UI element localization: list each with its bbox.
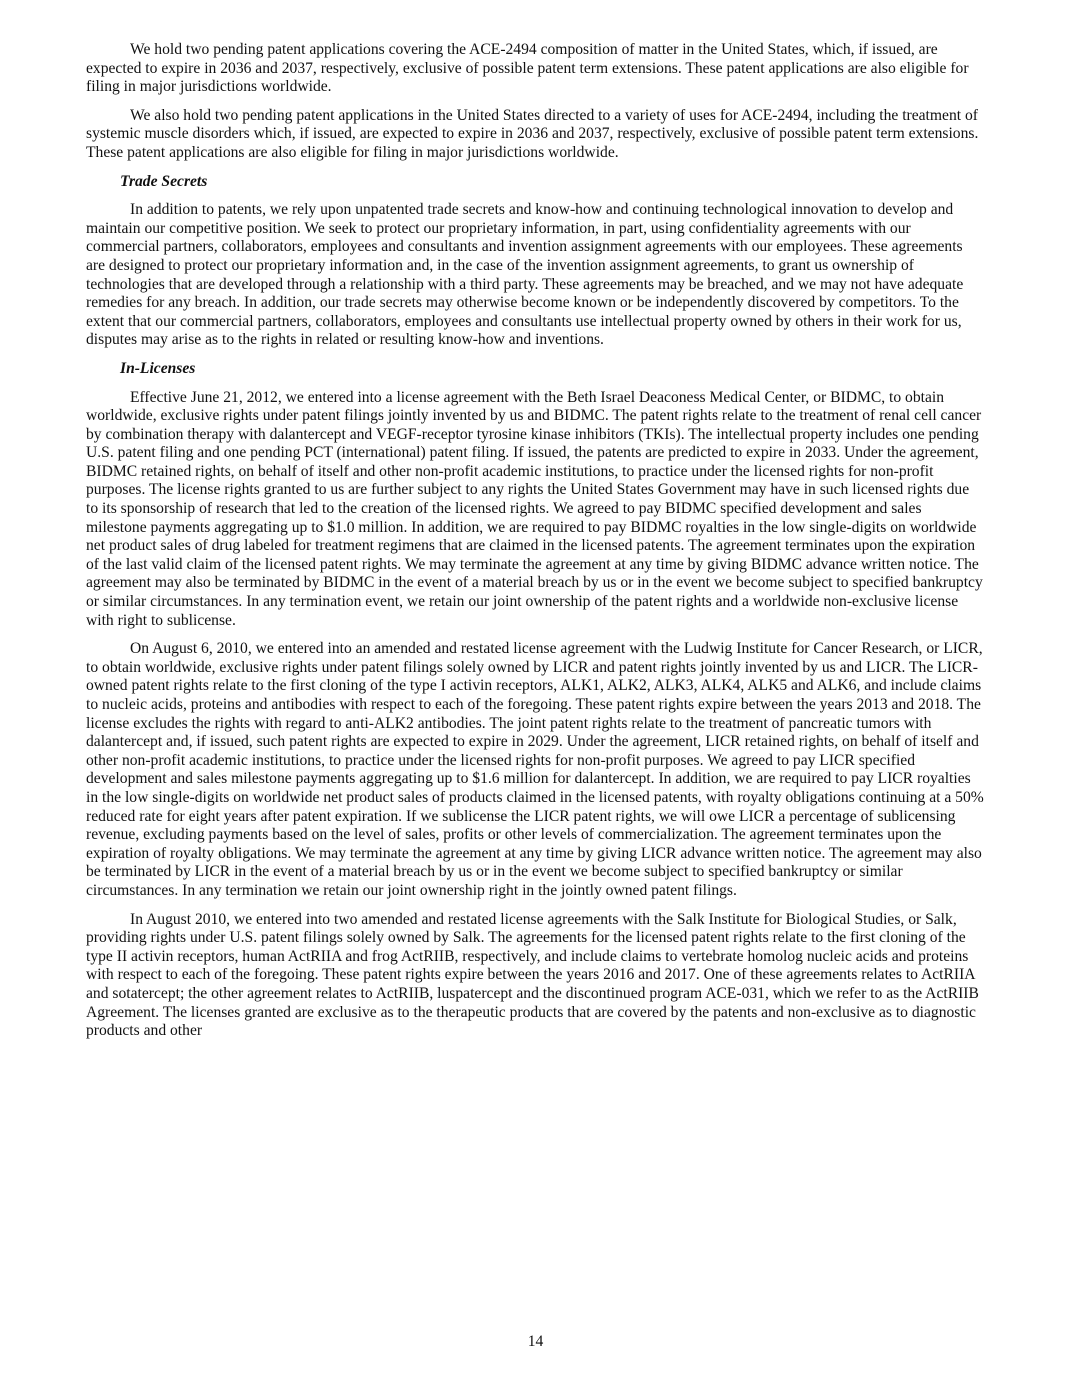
paragraph-licr-license: On August 6, 2010, we entered into an amended and restated license agreement with the Ludwig Institute for Cancer Research, or LICR, to obtain worldwide, exclusive rights under patent filings solely owned by LICR and patent rights jointly invented by us and LICR. The LICR-owned patent rights relate to the first cloning of the type I activin receptors, ALK1, ALK2, ALK3, ALK4, ALK5 and ALK6, and include claims to nucleic acids, proteins and antibodies with respect to each of the foregoing. These patent rights expire between the years 2013 and 2018. The license excludes the rights with regard to anti-ALK2 antibodies. The joint patent rights relate to the treatment of pancreatic tumors with dalantercept and, if issued, such patent rights are expected to expire in 2029. Under the agreement, LICR retained rights, on behalf of itself and other non-profit academic institutions, to practice under the licensed rights for non-profit purposes. We agreed to pay LICR specified development and sales milestone payments aggregating up to $1.6 million for dalantercept. In addition, we are required to pay LICR royalties in the low single-digits on worldwide net product sales of products claimed in the licensed patents, with royalty obligations continuing at a 50% reduced rate for eight years after patent expiration. If we sublicense the LICR patent rights, we will owe LICR a percentage of sublicensing revenue, excluding payments based on the level of sales, profits or other levels of commercialization. The agreement terminates upon the expiration of royalty obligations. We may terminate the agreement at any time by giving LICR advance written notice. The agreement may also be terminated by LICR in the event of a material breach by us or in the event we become subject to specified bankruptcy or similar circumstances. In any termination we retain our joint ownership right in the jointly owned patent filings. — [86, 640, 984, 899]
paragraph-ace2494-composition: We hold two pending patent applications covering the ACE-2494 composition of matter in the United States, which, if issued, are expected to expire in 2036 and 2037, respectively, exclusive of possible patent term extensions. These patent applications are also eligible for filing in major jurisdictions worldwide. — [86, 41, 969, 96]
section-heading-in-licenses: In-Licenses — [120, 359, 196, 377]
paragraph-salk-license: In August 2010, we entered into two amended and restated license agreements with the Salk Institute for Biological Studies, or Salk, providing rights under U.S. patent filings solely owned by Salk. The agreements for the licensed patent rights relate to the first cloning of the type II activin receptors, human ActRIIA and frog ActRIIB, respectively, and include claims to vertebrate homolog nucleic acids and proteins with respect to each of the foregoing. These patent rights expire between the years 2016 and 2017. One of these agreements relates to ActRIIA and sotatercept; the other agreement relates to ActRIIB, luspatercept and the discontinued program ACE-031, which we refer to as the ActRIIB Agreement. The licenses granted are exclusive as to the therapeutic products that are covered by the patents and non-exclusive as to diagnostic products and other — [86, 910, 979, 1040]
paragraph-bidmc-license: Effective June 21, 2012, we entered into a license agreement with the Beth Israel Deaconess Medical Center, or BIDMC, to obtain worldwide, exclusive rights under patent filings jointly invented by us and BIDMC. The patent rights relate to the treatment of renal cell cancer by combination therapy with dalantercept and VEGF-receptor tyrosine kinase inhibitors (TKIs). The intellectual property includes one pending U.S. patent filing and one pending PCT (international) patent filing. If issued, the patents are predicted to expire in 2033. Under the agreement, BIDMC retained rights, on behalf of itself and other non-profit academic institutions, to practice under the licensed rights for non-profit purposes. The license rights granted to us are further subject to any rights the United States Government may have in such licensed rights due to its sponsorship of research that led to the creation of the licensed rights. We agreed to pay BIDMC specified development and sales milestone payments aggregating up to $1.0 million. In addition, we are required to pay BIDMC royalties in the low single-digits on worldwide net product sales of drug labeled for treatment regimens that are claimed in the licensed patents. The agreement terminates upon the expiration of the last valid claim of the licensed patent rights. We may terminate the agreement at any time by giving BIDMC advance written notice. The agreement may also be terminated by BIDMC in the event of a material breach by us or in the event we become subject to specified bankruptcy or similar circumstances. In any termination event, we retain our joint ownership of the patent rights and a worldwide non-exclusive license with right to sublicense. — [86, 388, 983, 629]
paragraph-ace2494-uses: We also hold two pending patent applications in the United States directed to a variety of uses for ACE-2494, including the treatment of systemic muscle disorders which, if issued, are expected to expire in 2036 and 2037, respectively, exclusive of possible patent term extensions. These patent applications are also eligible for filing in major jurisdictions worldwide. — [86, 106, 979, 161]
section-heading-trade-secrets: Trade Secrets — [120, 172, 208, 190]
page-number: 14 — [527, 1333, 544, 1350]
paragraph-trade-secrets: In addition to patents, we rely upon unpatented trade secrets and know-how and continuing technological innovation to develop and maintain our competitive position. We seek to protect our proprietary information, in part, using confidentiality agreements with our commercial partners, collaborators, employees and consultants and invention assignment agreements with our employees. These agreements are designed to protect our proprietary information and, in the case of the invention assignment agreements, to grant us ownership of technologies that are developed through a relationship with a third party. These agreements may be breached, and we may not have adequate remedies for any breach. In addition, our trade secrets may otherwise become known or be independently discovered by competitors. To the extent that our commercial partners, collaborators, employees and consultants use intellectual property owned by others in their work for us, disputes may arise as to the rights in related or resulting know-how and inventions. — [86, 201, 964, 349]
document-page — [86, 41, 985, 1051]
